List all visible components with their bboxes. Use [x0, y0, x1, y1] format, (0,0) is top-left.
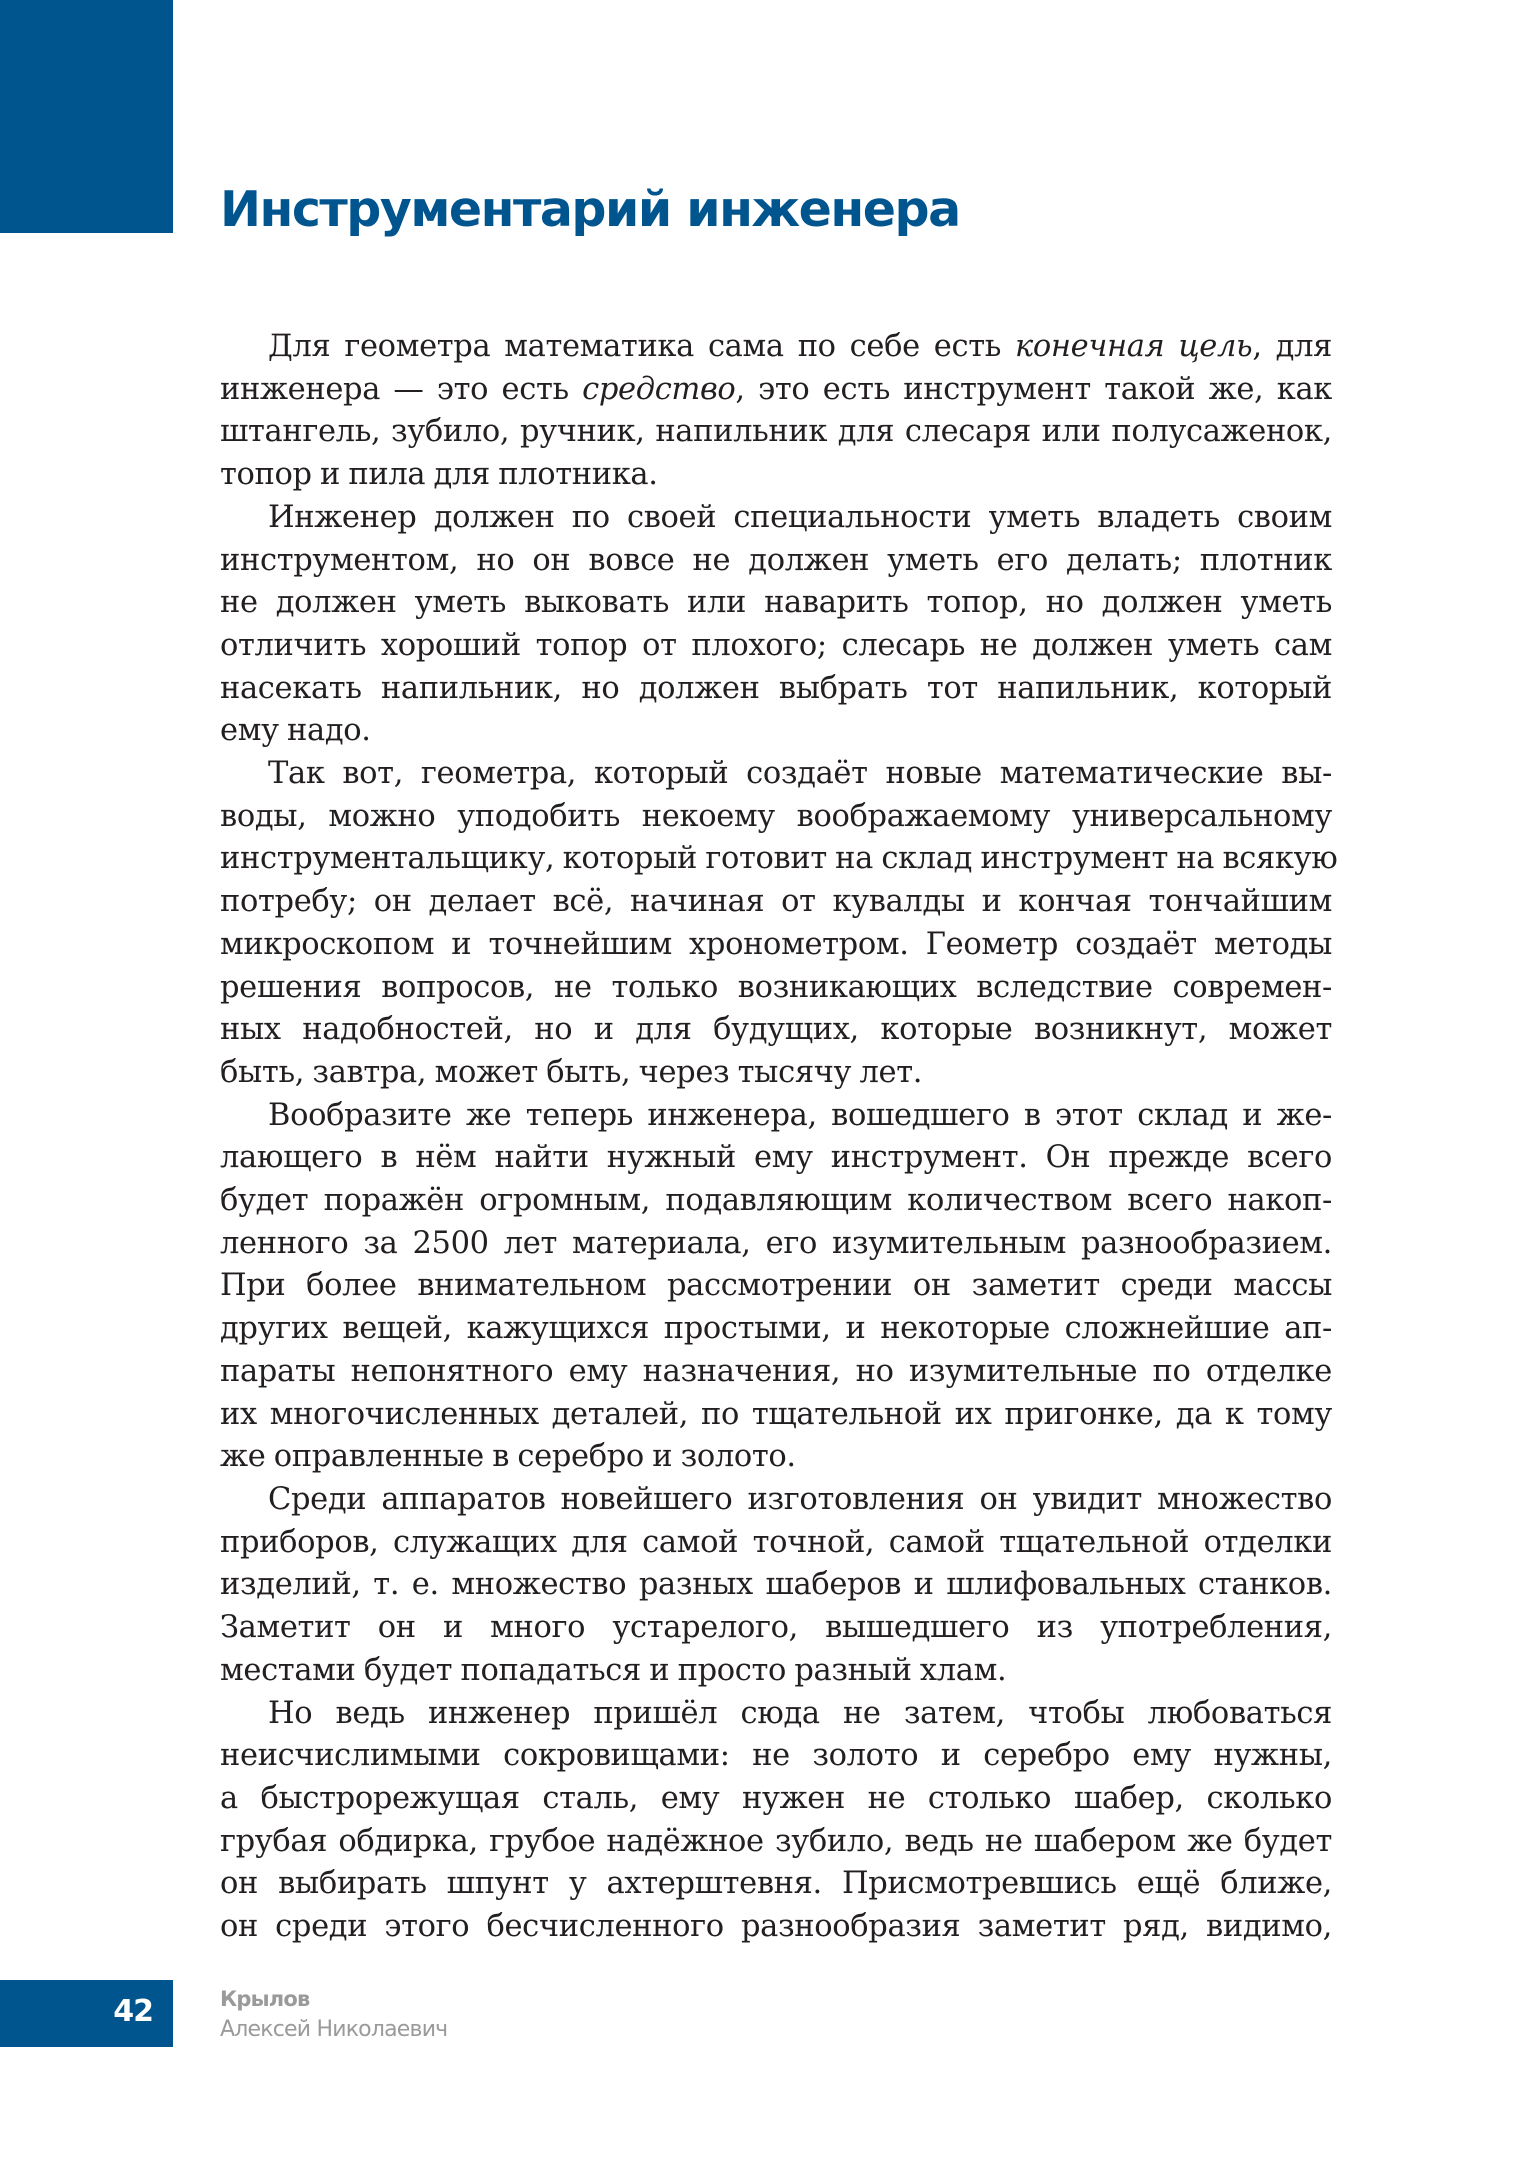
- text-line: быть, завтра, может быть, через тысячу лет.: [220, 1054, 923, 1090]
- text-line: он среди этого бесчисленного разнообразия заметит ряд, видимо,: [220, 1909, 1332, 1945]
- header-accent-bar: [0, 0, 173, 233]
- text-line: же оправленные в серебро и золото.: [220, 1439, 796, 1475]
- text-line: ему надо.: [220, 713, 371, 749]
- text-line: инженера — это есть средство, это есть инструмент такой же, как: [220, 371, 1333, 407]
- text-line: их многочисленных деталей, по тщательной их пригонке, да к тому: [220, 1396, 1332, 1432]
- text-line: воды, можно уподобить некоему воображаемому универсальному: [220, 798, 1332, 834]
- text-line: инструментом, но он вовсе не должен уметь его делать; плотник: [220, 542, 1332, 578]
- emphasis: конечная цель: [1015, 329, 1253, 364]
- text-line: параты непонятного ему назначения, но изумительные по отделке: [220, 1353, 1332, 1389]
- text-line: Для геометра математика сама по себе есть конечная цель, для: [268, 329, 1333, 364]
- paragraph: [220, 1479, 1332, 1693]
- text-line: инструментальщику, который готовит на склад инструмент на всякую: [220, 841, 1338, 877]
- text-line: штангель, зубило, ручник, напильник для слесаря или полусаженок,: [220, 414, 1332, 450]
- text-line: лающего в нём найти нужный ему инструмент. Он прежде всего: [220, 1140, 1332, 1176]
- text-line: ных надобностей, но и для будущих, которые возникнут, может: [220, 1012, 1332, 1048]
- text-line: отличить хороший топор от плохого; слесарь не должен уметь сам: [220, 627, 1332, 663]
- chapter-title: Инструментарий инженера: [220, 181, 960, 238]
- paragraph: [220, 326, 1332, 497]
- body-text: [220, 326, 1338, 1949]
- text-line: Инженер должен по своей специальности уметь владеть своим: [268, 499, 1332, 535]
- text-line: будет поражён огромным, подавляющим количеством всего накоп-: [220, 1183, 1332, 1219]
- page-number-box: [0, 1980, 173, 2047]
- text-line: микроскопом и точнейшим хронометром. Геометр создаёт методы: [220, 926, 1332, 962]
- text-line: При более внимательном рассмотрении он заметит среди массы: [220, 1268, 1332, 1304]
- text-line: Заметит он и много устарелого, вышедшего из употребления,: [220, 1610, 1332, 1646]
- text-line: а быстрорежущая сталь, ему нужен не столько шабер, сколько: [220, 1780, 1332, 1816]
- page-number: 42: [113, 1994, 153, 2029]
- text-line: других вещей, кажущихся простыми, и некоторые сложнейшие ап-: [220, 1311, 1332, 1347]
- text-line: Но ведь инженер пришёл сюда не затем, чтобы любоваться: [268, 1695, 1332, 1731]
- emphasis: средство: [582, 371, 736, 407]
- text-line: потребу; он делает всё, начиная от кувалды и кончая тончайшим: [220, 884, 1332, 920]
- paragraph: [220, 1693, 1332, 1949]
- text-line: изделий, т. е. множество разных шаберов и шлифовальных станков.: [220, 1567, 1332, 1603]
- text-line: неисчислимыми сокровищами: не золото и серебро ему нужны,: [220, 1738, 1332, 1774]
- text-line: приборов, служащих для самой точной, самой тщательной отделки: [220, 1524, 1332, 1560]
- text-line: местами будет попадаться и просто разный хлам.: [220, 1652, 1007, 1688]
- paragraph: [220, 1095, 1332, 1479]
- text-line: грубая обдирка, грубое надёжное зубило, ведь не шабером же будет: [220, 1823, 1332, 1859]
- text-line: решения вопросов, не только возникающих вследствие современ-: [220, 969, 1332, 1005]
- running-footer-author: [220, 1984, 447, 2046]
- text-line: он выбирать шпунт у ахтерштевня. Присмотревшись ещё ближе,: [220, 1866, 1332, 1902]
- text-line: не должен уметь выковать или наварить топор, но должен уметь: [220, 585, 1332, 621]
- author-name: Алексей Николаевич: [220, 2017, 448, 2042]
- paragraph: [220, 497, 1332, 753]
- text-line: ленного за 2500 лет материала, его изумительным разнообразием.: [220, 1225, 1332, 1261]
- text-line: Среди аппаратов новейшего изготовления он увидит множество: [268, 1481, 1332, 1517]
- author-surname: Крылов: [220, 1987, 310, 2011]
- text-line: Так вот, геометра, который создаёт новые математические вы-: [268, 756, 1332, 792]
- text-line: насекать напильник, но должен выбрать тот напильник, который: [220, 670, 1332, 706]
- text-line: Вообразите же теперь инженера, вошедшего в этот склад и же-: [268, 1097, 1332, 1133]
- paragraph: [220, 753, 1338, 1095]
- text-line: топор и пила для плотника.: [220, 457, 658, 493]
